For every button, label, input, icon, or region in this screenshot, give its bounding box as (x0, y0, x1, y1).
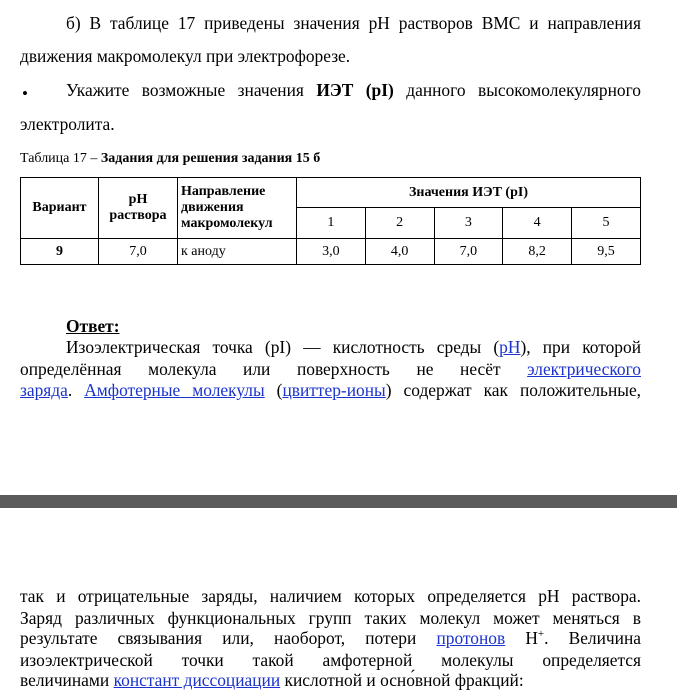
header-direction (178, 178, 297, 239)
instruction-bold: ИЭТ (pI) (316, 80, 394, 100)
answer-text: . (67, 380, 85, 400)
cell-iep-value: 9,5 (572, 239, 641, 265)
task-instruction (66, 80, 641, 100)
cell-iep-value: 8,2 (503, 239, 572, 265)
cell-variant: 9 (21, 239, 99, 265)
answer-text: ( (264, 380, 283, 400)
header-ph (99, 178, 178, 239)
cell-ph: 7,0 (99, 239, 178, 265)
cell-iep-value: 3,0 (297, 239, 366, 265)
instruction-post: данного высокомолекулярного (393, 80, 641, 100)
protons-link[interactable]: протонов (436, 628, 506, 648)
charge-link[interactable]: заряда (20, 380, 68, 400)
table-row (21, 239, 641, 265)
answer-line-1 (66, 337, 641, 357)
amphoteric-link[interactable]: Амфотерные молекулы (84, 380, 265, 400)
iep-col-header: 2 (365, 208, 434, 239)
caption-prefix: Таблица 17 – (20, 151, 101, 166)
dissociation-link[interactable]: констант диссоциации (113, 670, 281, 690)
cell-iep-value: 4,0 (365, 239, 434, 265)
caption-title: Задания для решения задания 15 б (100, 151, 321, 166)
p2-text: кислотной и осно́вной фракций: (280, 670, 524, 690)
p2-line-3 (20, 628, 641, 648)
header-ph-1: pH (128, 192, 148, 207)
table-caption (20, 151, 320, 167)
ph-link[interactable]: pH (499, 337, 521, 357)
header-iep: Значения ИЭТ (pI) (297, 178, 641, 208)
header-direction-2: движения (181, 200, 244, 215)
table-header-row-1 (21, 178, 641, 208)
p2-text: . Величина (544, 628, 641, 648)
superscript: + (537, 628, 545, 641)
answer-heading: Ответ: (66, 316, 120, 336)
p2-line-1: так и отрицательные заряды, наличием которых определяется pH раствора. (20, 586, 641, 606)
task-line-4: электролита. (20, 114, 115, 134)
p2-line-4: изоэлектрической точки такой амфотерной молекулы определяется (20, 650, 641, 670)
page-separator (0, 495, 677, 508)
iep-col-header: 3 (434, 208, 503, 239)
p2-line-5 (20, 670, 524, 690)
electric-link[interactable]: электрического (527, 359, 641, 379)
p2-text: H (505, 628, 538, 648)
bullet-icon: • (22, 84, 28, 103)
header-direction-1: Направление (181, 184, 266, 199)
task-line-1: б) В таблице 17 приведены значения рН растворов ВМС и направления (66, 13, 641, 33)
p2-line-2: Заряд различных функциональных групп таких молекул может меняться в (20, 608, 641, 628)
p2-text: величинами (20, 670, 114, 690)
answer-line-3 (20, 380, 641, 400)
answer-text: ) содержат как положительные, (385, 380, 642, 400)
cell-iep-value: 7,0 (434, 239, 503, 265)
iep-col-header: 4 (503, 208, 572, 239)
header-ph-2: раствора (109, 208, 167, 223)
answer-text: Изоэлектрическая точка (pI) — кислотность среды ( (66, 337, 500, 357)
instruction-pre: Укажите возможные значения (66, 80, 317, 100)
header-variant: Вариант (21, 178, 99, 239)
data-table (20, 177, 641, 265)
answer-line-2 (20, 359, 641, 379)
answer-text: определённая молекула или поверхность не несёт (20, 359, 528, 379)
p2-text: результате связывания или, наоборот, потери (20, 628, 437, 648)
iep-col-header: 1 (297, 208, 366, 239)
cell-direction: к аноду (178, 239, 297, 265)
iep-col-header: 5 (572, 208, 641, 239)
answer-text: ), при которой (520, 337, 642, 357)
header-direction-3: макромолекул (181, 216, 273, 231)
page-2 (0, 508, 677, 691)
zwitterion-link[interactable]: цвиттер-ионы (282, 380, 386, 400)
task-line-2: движения макромолекул при электрофорезе. (20, 46, 351, 66)
